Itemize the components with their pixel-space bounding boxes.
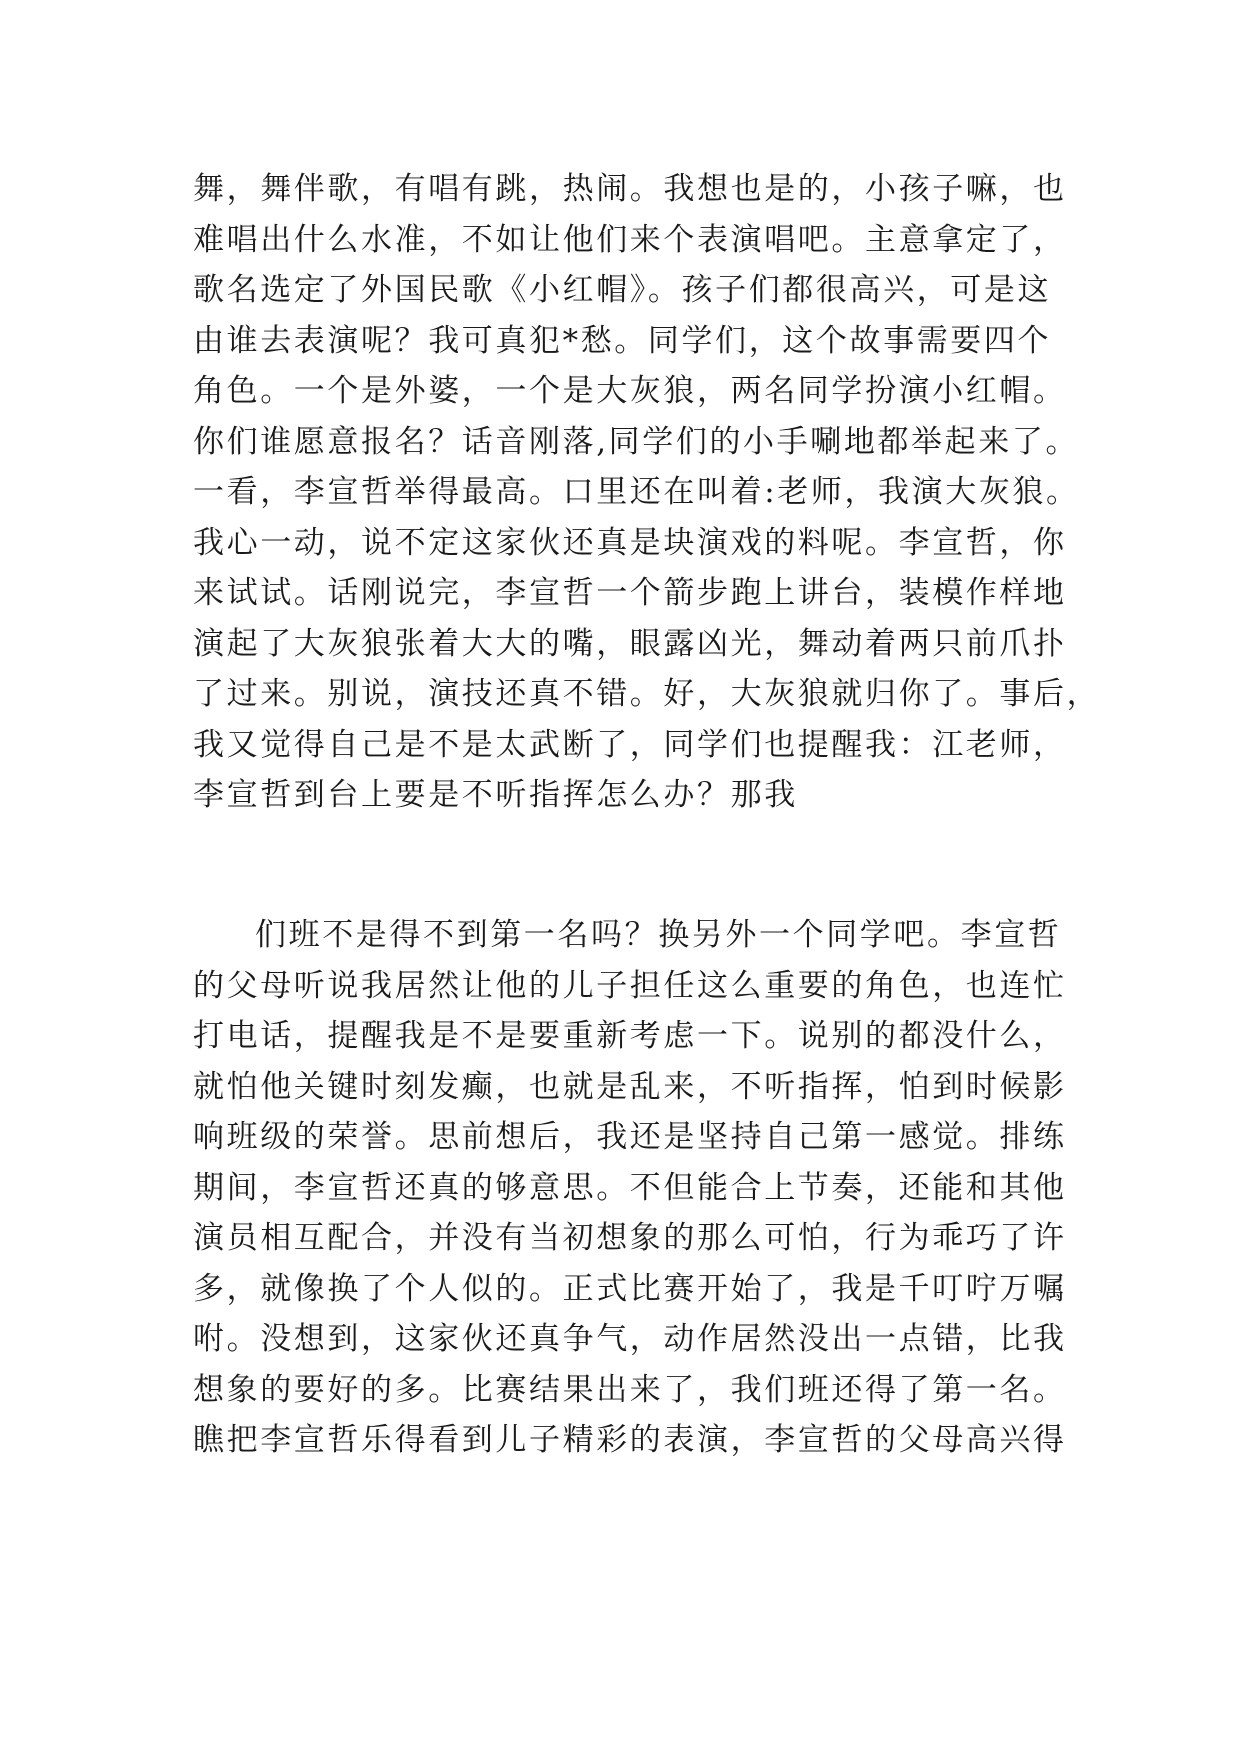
text-line: 就怕他关键时刻发癫，也就是乱来，不听指挥，怕到时候影 [193,1068,1067,1105]
text-line: 你们谁愿意报名？话音刚落,同学们的小手唰地都举起来了。 [193,423,1080,460]
text-line: 我心一动，说不定这家伙还真是块演戏的料呢。李宣哲，你 [193,524,1067,561]
text-line: 的父母听说我居然让他的儿子担任这么重要的角色，也连忙 [193,967,1067,1004]
text-line: 瞧把李宣哲乐得看到儿子精彩的表演，李宣哲的父母高兴得 [193,1422,1067,1458]
text-line: 演员相互配合，并没有当初想象的那么可怕，行为乖巧了许 [193,1220,1067,1256]
text-line: 李宣哲到台上要是不听指挥怎么办？那我 [193,777,798,813]
text-line: 演起了大灰狼张着大大的嘴，眼露凶光，舞动着两只前爪扑 [193,625,1067,662]
text-line: 舞，舞伴歌，有唱有跳，热闹。我想也是的，小孩子嘛，也 [193,171,1067,207]
text-line: 期间，李宣哲还真的够意思。不但能合上节奏，还能和其他 [193,1169,1067,1206]
text-line: 来试试。话刚说完，李宣哲一个箭步跑上讲台，装模作样地 [193,575,1067,611]
text-line: 打电话，提醒我是不是要重新考虑一下。说别的都没什么， [193,1018,1067,1054]
text-line: 了过来。别说，演技还真不错。好，大灰狼就归你了。事后， [193,676,1101,712]
text-line: 响班级的荣誉。思前想后，我还是坚持自己第一感觉。排练 [193,1119,1067,1155]
paragraph-2 [193,910,1073,1466]
text-line: 难唱出什么水准，不如让他们来个表演唱吧。主意拿定了， [193,221,1067,258]
text-line: 咐。没想到，这家伙还真争气，动作居然没出一点错，比我 [193,1321,1067,1357]
paragraph-1 [193,164,1101,821]
text-line: 角色。一个是外婆，一个是大灰狼，两名同学扮演小红帽。 [193,373,1067,409]
text-line: 由谁去表演呢？我可真犯*愁。同学们，这个故事需要四个 [193,322,1052,359]
text-line: 想象的要好的多。比赛结果出来了，我们班还得了第一名。 [193,1371,1067,1408]
text-line: 一看，李宣哲举得最高。口里还在叫着:老师，我演大灰狼。 [193,474,1080,510]
text-line: 们班不是得不到第一名吗？换另外一个同学吧。李宣哲 [255,917,1062,953]
text-line: 歌名选定了外国民歌《小红帽》。孩子们都很高兴，可是这 [193,272,1052,308]
text-line: 多，就像换了个人似的。正式比赛开始了，我是千叮咛万嘱 [193,1270,1067,1307]
text-line: 我又觉得自己是不是太武断了，同学们也提醒我：江老师， [193,726,1067,763]
